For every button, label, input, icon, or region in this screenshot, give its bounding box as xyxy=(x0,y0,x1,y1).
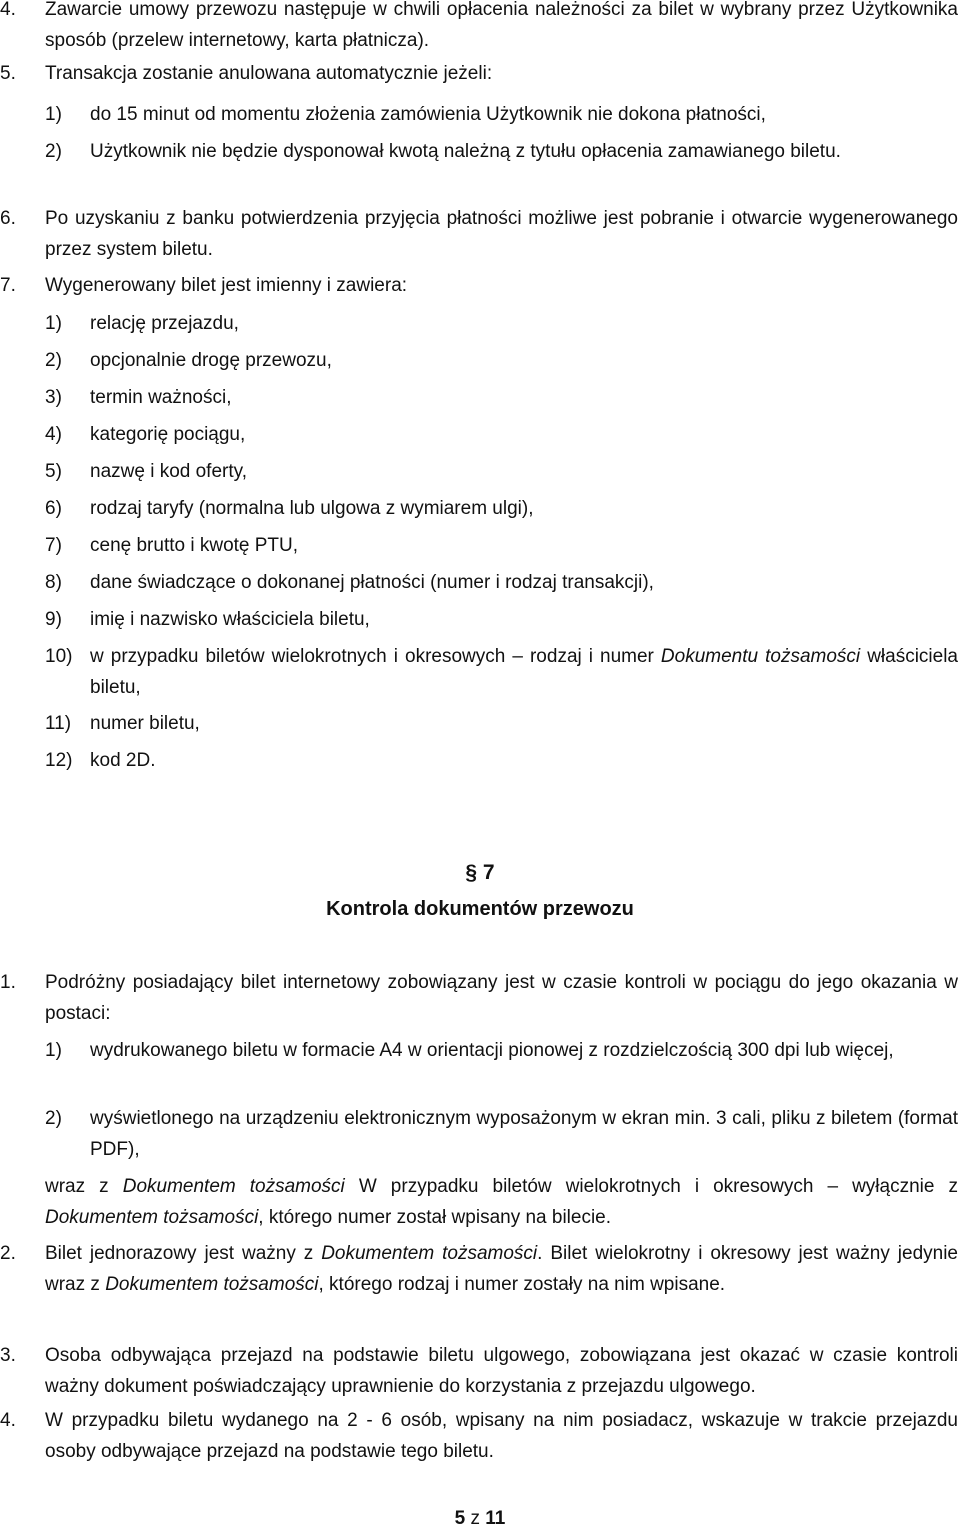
item-text: Wygenerowany bilet jest imienny i zawiera: xyxy=(45,275,408,296)
page-number: 5 z 11 xyxy=(454,1508,506,1529)
section-paragraph-1-continuation: wraz z Dokumentem tożsamości W przypadku biletów wielokrotnych i okresowych – wyłącznie z Dokumentem tożsamości, którego numer został wpisany na bilecie. xyxy=(45,1176,958,1228)
section-number: § 7 xyxy=(465,861,495,884)
item-text: Transakcja zostanie anulowana automatycznie jeżeli: xyxy=(45,63,493,84)
document-page: 4. Zawarcie umowy przewozu następuje w chwili opłacenia należności za bilet w wybrany przez Użytkownika sposób (przelew internetowy, karta płatnicza). 5. Transakcja zostanie anulowana automatycznie jeżeli: 1) do 15 minut od momentu złożenia zamówienia Użytkownik nie dokona płatności, 2) Użytkownik nie będzie dysponował kwotą należną z tytułu opłacenia zamawianego biletu. 6. Po uzyskaniu z banku potwierdzenia przyjęcia płatności możliwe jest pobranie i otwarcie wygenerowanego przez system biletu. 7. Wygenerowany bilet jest imienny i zawiera: 1) relację przejazdu, 2) opcjonalnie drogę przewozu, 3) termin ważności, 4) kategorię pociągu, 5) nazwę i kod oferty, 6) rodzaj taryfy (normalna lub ulgowa z wymiarem ulgi), 7) cenę brutto i kwotę PTU, 8) dane świadczące o dokonanej płatności (numer i rodzaj transakcji), 9) imię i nazwisko właściciela biletu, 10) w przypadku biletów wielokrotnych i okresowych – rodzaj i numer Dokumentu tożsamości właściciela biletu, 11) numer biletu, 12) kod 2D. § 7 Kontrola dokumentów przewozu 1. Podróżny posiadający bilet internetowy zobowiązany jest w czasie kontroli w pociągu do jego okazania w postaci: 1) wydrukowanego biletu w formacie A4 w orientacji pionowej z rozdzielczością 300 dpi lub więcej, 2) wyświetlonego na urządzeniu elektronicznym wyposażonym w ekran min. 3 cali, pliku z biletem (format PDF), wraz z Dokumentem tożsamości W przypadku biletów wielokrotnych i okresowych – wyłącznie z Dokumentem tożsamości, którego numer został wpisany na bilecie. 2. Bilet jednorazowy jest ważny z Dokumentem tożsamości. Bilet wielokrotny i okresowy jest ważny jedynie wraz z Dokumentem tożsamości, którego rodzaj i numer zostały na nim wpisane. 3. Osoba odbywająca przejazd na podstawie biletu ulgowego, zobowiązana jest okazać w czasie kontroli ważny dokument poświadczający uprawnienie do korzystania z przejazdu ulgowego. 4. W przypadku biletu wydanego na 2 - 6 osób, wpisany na nim posiadacz, wskazuje w trakcie przejazdu osoby odbywające przejazd na podstawie tego biletu. 5 z 11 xyxy=(0,0,960,1531)
item-number: 7. xyxy=(0,275,16,296)
item-number: 5. xyxy=(0,63,16,84)
item-number: 6. xyxy=(0,208,16,229)
item-text: Po uzyskaniu z banku potwierdzenia przyjęcia płatności możliwe jest pobranie i otwarcie wygenerowanego przez system biletu. xyxy=(45,208,958,260)
section-title: Kontrola dokumentów przewozu xyxy=(326,898,634,920)
item-text: Zawarcie umowy przewozu następuje w chwili opłacenia należności za bilet w wybrany przez Użytkownika sposób (przelew internetowy, karta płatnicza). xyxy=(45,0,958,51)
item-number: 4. xyxy=(0,0,16,20)
